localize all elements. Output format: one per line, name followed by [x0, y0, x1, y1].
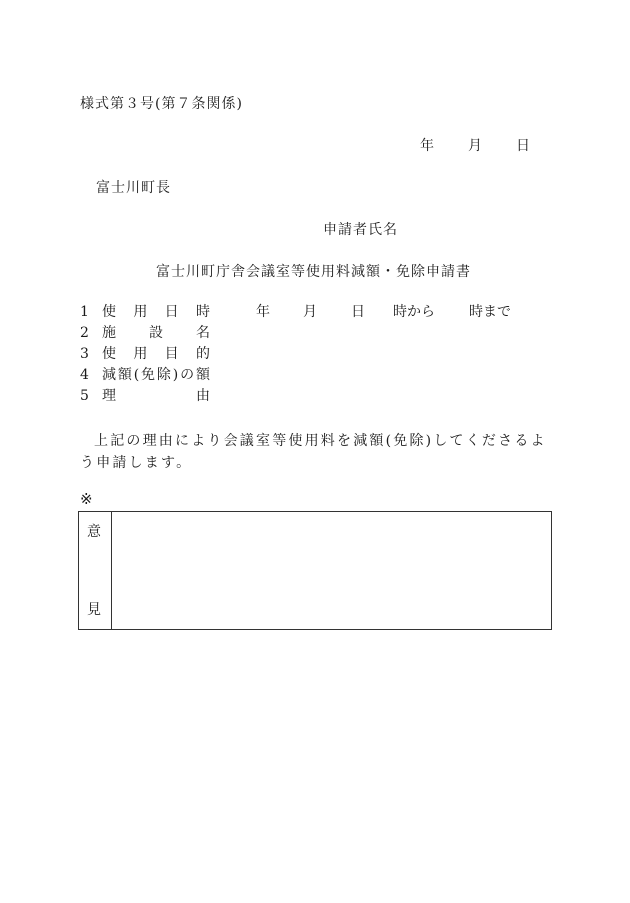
item-number: 4: [80, 367, 89, 383]
application-date: [420, 139, 530, 153]
document-title: 富士川町庁舎会議室等使用料減額・免除申請書: [156, 264, 471, 280]
item-label: 理由: [102, 388, 210, 404]
usage-year: 年: [256, 304, 270, 320]
usage-until: 時まで: [469, 304, 511, 320]
usage-month: 月: [303, 304, 317, 320]
usage-datetime-fields: [256, 305, 511, 319]
request-statement: [80, 431, 554, 474]
item-number: 2: [80, 325, 89, 341]
item-purpose: [80, 347, 210, 361]
item-reduction-amount: [80, 368, 210, 382]
item-facility-name: [80, 326, 210, 340]
opinion-label-char: 意: [87, 524, 101, 540]
opinion-label-cell: [79, 512, 112, 629]
form-number: 様式第３号(第７条関係): [80, 96, 243, 112]
applicant-name-label: 申請者氏名: [323, 222, 398, 238]
item-label: 減額(免除)の額: [102, 367, 210, 383]
item-label: 使用目的: [102, 346, 210, 362]
item-label: 施設名: [102, 325, 210, 341]
item-usage-datetime: [80, 305, 210, 319]
opinion-label-char: 見: [87, 602, 101, 618]
item-number: 5: [80, 388, 89, 404]
item-number: 3: [80, 346, 89, 362]
item-reason: [80, 389, 210, 403]
date-year: 年: [420, 138, 434, 154]
usage-from: 時から: [393, 304, 435, 320]
item-number: 1: [80, 304, 89, 320]
opinion-box: [78, 511, 552, 630]
usage-day: 日: [351, 304, 365, 320]
addressee: 富士川町長: [96, 180, 171, 196]
opinion-content-area: [112, 512, 551, 629]
item-label: 使用日時: [102, 304, 210, 320]
date-day: 日: [516, 138, 530, 154]
note-mark: ※: [80, 490, 93, 508]
date-month: 月: [468, 138, 482, 154]
request-statement-text: 上記の理由により会議室等使用料を減額(免除)してくださるよう申請します。: [80, 433, 547, 471]
